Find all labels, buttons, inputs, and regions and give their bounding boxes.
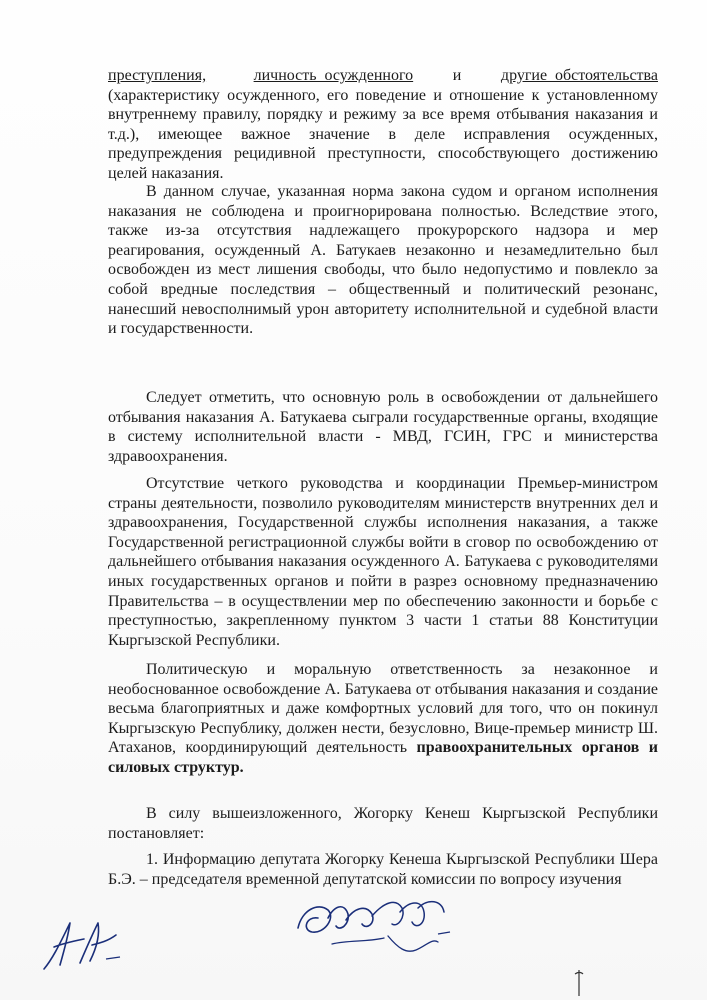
paragraph-text: (характеристику осужденного, его поведение и отношение к установленному внутреннему правилу, порядку и режиму за все время отбывания наказания и т.д.), имеющее важное значение в деле исправления осужденных, предупреждения рецидивной преступности, способствующего достижению целей наказания.	[108, 86, 658, 182]
paragraph-text: Отсутствие четкого руководства и координации Премьер-министром страны деятельности, позволило руководителям министерств внутренних дел и здравоохранения, Государственной службы исполнения наказания, а также Государственной регистрационной службы войти в сговор по освобождению от дальнейшего отбывания наказания осужденного А. Батукаева с руководителями иных государственных органов и пойти в разрез основному предназначению Правительства – в осуществлении мер по обеспечению законности и борьбе с преступностью, закрепленному пунктом 3 части 1 статьи 88 Конституции Кыргызской Республики.	[108, 475, 658, 649]
paragraph-criteria-continuation	[108, 66, 658, 184]
conjunction: и	[452, 67, 462, 84]
signature-left	[40, 905, 122, 975]
paragraph-state-bodies	[108, 388, 658, 466]
paragraph-text: Следует отметить, что основную роль в освобождении от дальнейшего отбывания наказания А. Батукаева сыграли государственные органы, входящие в систему исполнительной власти - МВД, ГСИН, ГРС и министерства здравоохранения.	[108, 389, 658, 465]
paragraph-item-1	[108, 850, 658, 889]
underlined-term-circumstances: другие обстоятельства	[500, 67, 658, 84]
paragraph-resolution-intro	[108, 804, 658, 843]
paragraph-text: В данном случае, указанная норма закона судом и органом исполнения наказания не соблюдена и проигнорирована полностью. Вследствие этого, также из-за отсутствия надлежащего прокурорского надзора и мер реагирования, осужденный А. Батукаев незаконно и незамедлительно был освобожден из мест лишения свободы, что было недопустимо и повлекло за собой вредные последствия – общественный и политический резонанс, нанесший невосполнимый урон авторитету исполнительной и судебной власти и государственности.	[108, 183, 658, 338]
underlined-term-personality: личность осужденного	[253, 67, 414, 84]
signature-center	[288, 888, 458, 968]
paragraph-lack-of-coordination	[108, 474, 658, 650]
paragraph-violation	[108, 182, 658, 339]
paragraph-text: Политическую и моральную ответственность за незаконное и необоснованное освобождение А. Батукаева от отбывания наказания и создание весьма благоприятных и даже комфортных условий для того, что он покинул Кыргызскую Республику, должен нести, безусловно, Вице-премьер министр Ш. Атаханов, координирующий деятельность	[108, 661, 658, 757]
pen-mark	[570, 968, 588, 998]
bold-phrase: правоохранительных органов и силовых структур.	[108, 739, 659, 776]
paragraph-text: В силу вышеизложенного, Жогорку Кенеш Кыргызской Республики постановляет:	[108, 805, 658, 842]
underlined-term-crime: преступления,	[108, 67, 207, 84]
paragraph-text: 1. Информацию депутата Жогорку Кенеша Кыргызской Республики Шера Б.Э. – председателя временной депутатской комиссии по вопросу изучения	[108, 851, 658, 888]
paragraph-responsibility	[108, 660, 658, 778]
